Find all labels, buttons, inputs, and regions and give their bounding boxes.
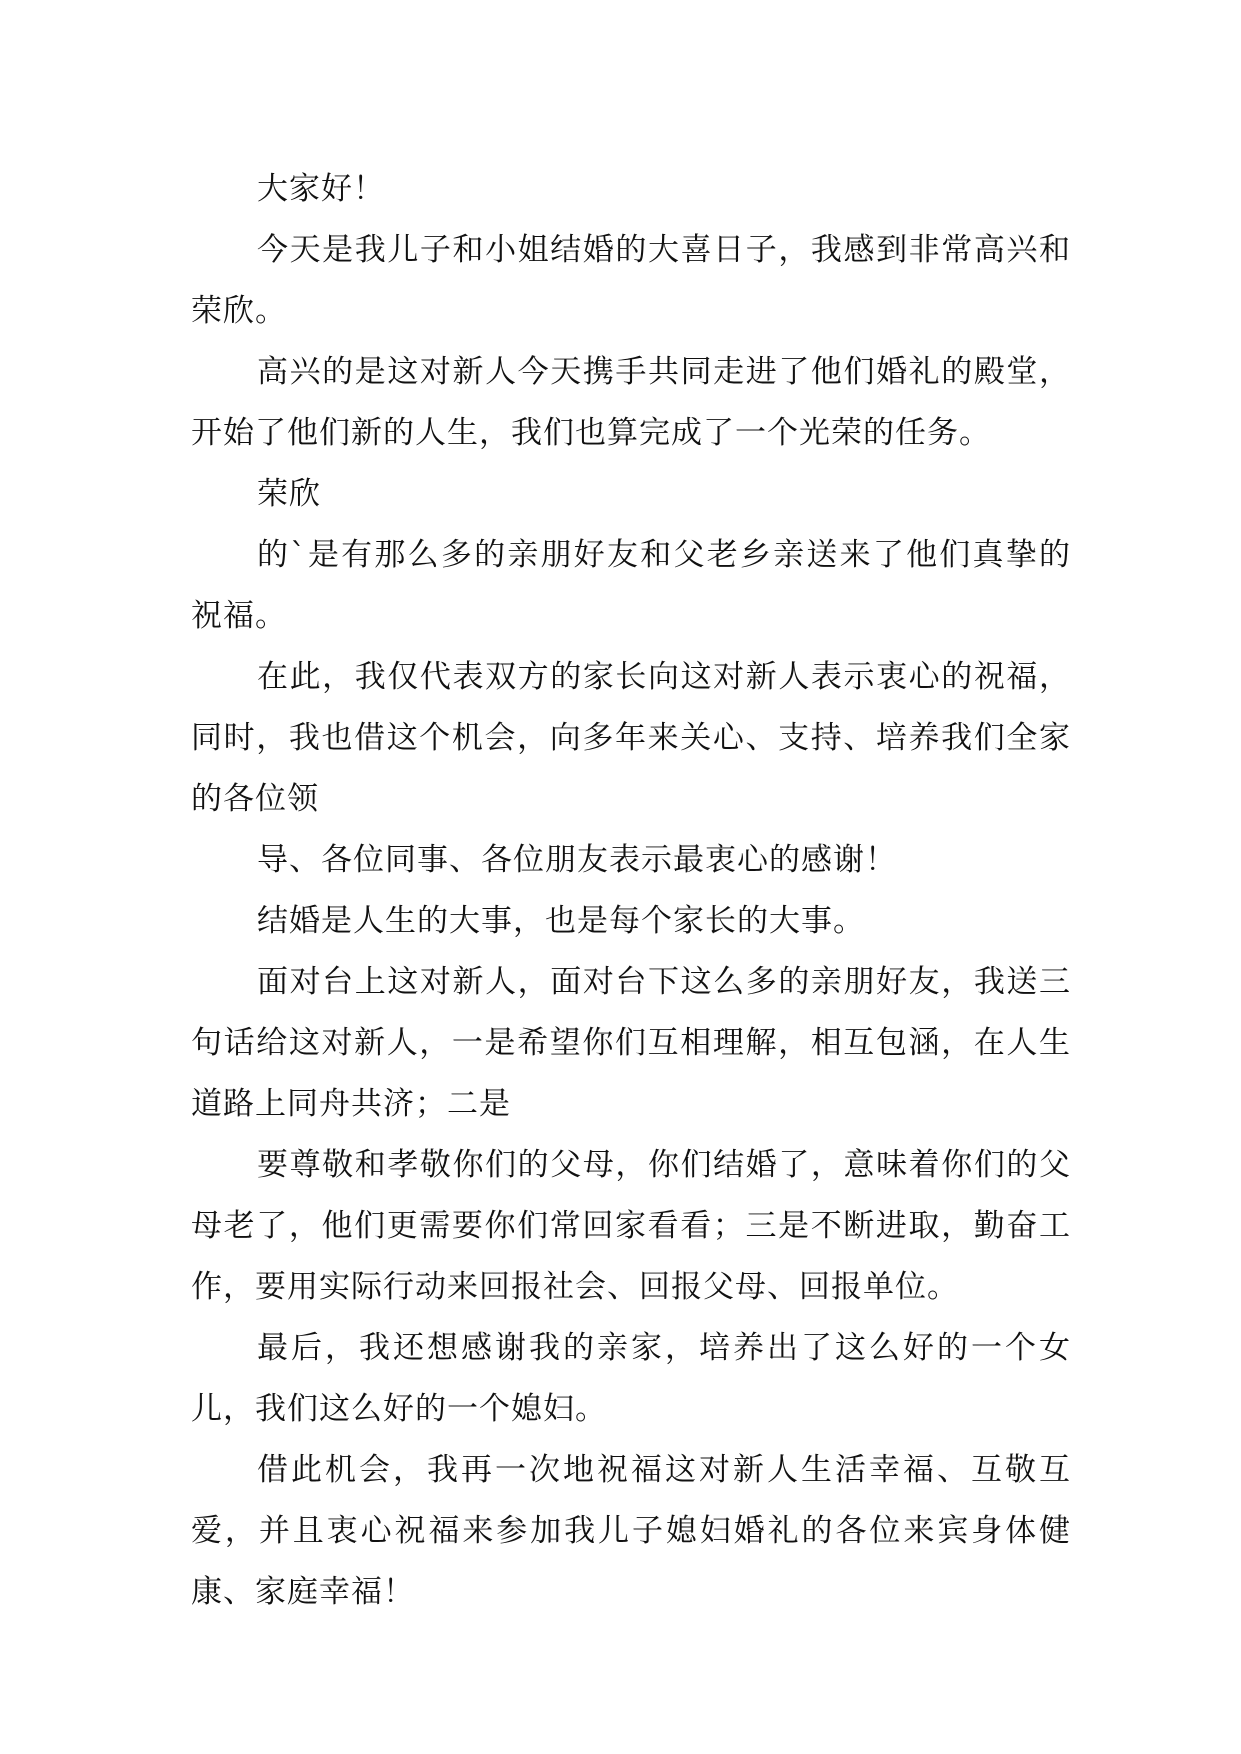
paragraph-in-laws: 最后，我还想感谢我的亲家，培养出了这么好的一个女儿，我们这么好的一个媳妇。: [191, 1330, 1071, 1427]
paragraph-happiness: 高兴的是这对新人今天携手共同走进了他们婚礼的殿堂，开始了他们新的人生，我们也算完成了一个光荣的任务。: [191, 354, 1071, 451]
speech-body: [191, 159, 1071, 1623]
paragraph-honor-heading: 荣欣: [257, 476, 321, 512]
paragraph-three-wishes: 面对台上这对新人，面对台下这么多的亲朋好友，我送三句话给这对新人，一是希望你们互相理解，相互包涵，在人生道路上同舟共济；二是: [191, 964, 1071, 1122]
paragraph-respect-parents: 要尊敬和孝敬你们的父母，你们结婚了，意味着你们的父母老了，他们更需要你们常回家看看；三是不断进取，勤奋工作，要用实际行动来回报社会、回报父母、回报单位。: [191, 1147, 1071, 1305]
paragraph-closing-blessing: 借此机会，我再一次地祝福这对新人生活幸福、互敬互爱，并且衷心祝福来参加我儿子媳妇婚礼的各位来宾身体健康、家庭幸福！: [191, 1452, 1071, 1610]
paragraph-parents-thanks: 在此，我仅代表双方的家长向这对新人表示衷心的祝福，同时，我也借这个机会，向多年来关心、支持、培养我们全家的各位领: [191, 659, 1071, 817]
paragraph-marriage-matter: 结婚是人生的大事，也是每个家长的大事。: [257, 903, 865, 939]
paragraph-greeting: 大家好！: [257, 171, 385, 207]
paragraph-blessings: 的`是有那么多的亲朋好友和父老乡亲送来了他们真挚的祝福。: [191, 537, 1071, 634]
paragraph-colleagues-thanks: 导、各位同事、各位朋友表示最衷心的感谢！: [257, 842, 897, 878]
paragraph-wedding-day: 今天是我儿子和小姐结婚的大喜日子，我感到非常高兴和荣欣。: [191, 232, 1071, 329]
